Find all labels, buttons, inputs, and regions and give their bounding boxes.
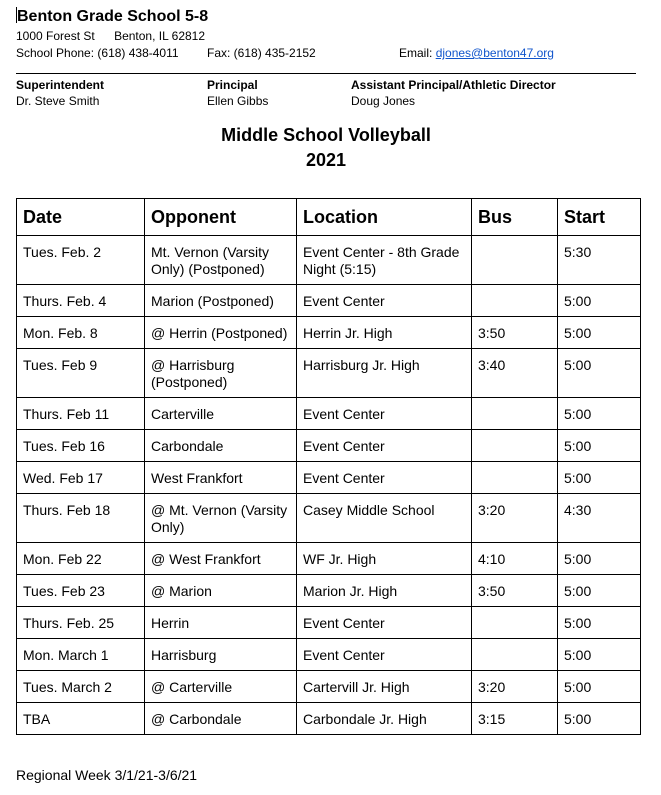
cell-opponent: @ Harrisburg (Postponed) [145,349,297,398]
cell-location: Event Center - 8th Grade Night (5:15) [297,236,472,285]
cell-start: 4:30 [558,494,641,543]
principal-role: Principal [207,78,258,92]
cell-bus: 3:15 [472,703,558,735]
cell-location: Event Center [297,639,472,671]
cell-opponent: @ Mt. Vernon (Varsity Only) [145,494,297,543]
cell-location: Event Center [297,398,472,430]
table-row [17,703,641,735]
cell-bus: 3:50 [472,317,558,349]
table-row [17,236,641,285]
cell-bus [472,398,558,430]
school-name-text: Benton Grade School 5-8 [17,8,209,25]
email-link[interactable]: djones@benton47.org [435,46,554,60]
cell-bus [472,236,558,285]
cell-opponent: @ Carbondale [145,703,297,735]
cell-location: Herrin Jr. High [297,317,472,349]
cell-opponent: @ Carterville [145,671,297,703]
table-row [17,607,641,639]
cell-start: 5:00 [558,703,641,735]
cell-date: Tues. Feb 9 [17,349,145,398]
table-row [17,543,641,575]
cell-start: 5:00 [558,317,641,349]
cell-date: Mon. Feb. 8 [17,317,145,349]
cell-date: Thurs. Feb 18 [17,494,145,543]
schedule-year: 2021 [305,150,347,170]
cell-date: Mon. Feb 22 [17,543,145,575]
cell-opponent: @ West Frankfort [145,543,297,575]
schedule-table [16,198,641,735]
city-state-zip: Benton, IL 62812 [114,29,206,43]
table-header-row [17,199,641,236]
cell-location: Event Center [297,607,472,639]
cell-bus [472,607,558,639]
assistant-principal-name: Doug Jones [351,94,416,108]
cell-location: WF Jr. High [297,543,472,575]
address-line [16,29,205,43]
cell-start: 5:00 [558,543,641,575]
contact-line [16,46,636,60]
table-row [17,398,641,430]
staff-principal [207,78,268,109]
cell-date: Tues. Feb 16 [17,430,145,462]
school-phone: School Phone: (618) 438-4011 [16,46,179,60]
cell-start: 5:30 [558,236,641,285]
cell-date: Tues. March 2 [17,671,145,703]
principal-name: Ellen Gibbs [207,94,269,108]
cell-date: TBA [17,703,145,735]
column-header-date: Date [17,199,145,236]
column-header-location: Location [297,199,472,236]
cell-opponent: @ Herrin (Postponed) [145,317,297,349]
cell-start: 5:00 [558,639,641,671]
cell-opponent: Carbondale [145,430,297,462]
cell-start: 5:00 [558,285,641,317]
table-row [17,349,641,398]
column-header-start: Start [558,199,641,236]
cell-bus [472,462,558,494]
cell-date: Thurs. Feb 11 [17,398,145,430]
cell-date: Wed. Feb 17 [17,462,145,494]
table-row [17,285,641,317]
cell-opponent: Carterville [145,398,297,430]
cell-date: Thurs. Feb. 4 [17,285,145,317]
column-header-bus: Bus [472,199,558,236]
school-name [16,7,208,26]
cell-date: Thurs. Feb. 25 [17,607,145,639]
cell-location: Marion Jr. High [297,575,472,607]
cell-bus: 4:10 [472,543,558,575]
email-contact [399,46,554,60]
cell-start: 5:00 [558,671,641,703]
table-row [17,462,641,494]
cell-start: 5:00 [558,349,641,398]
table-row [17,494,641,543]
column-header-opponent: Opponent [145,199,297,236]
table-row [17,671,641,703]
cell-start: 5:00 [558,462,641,494]
email-label: Email: [399,46,433,60]
cell-opponent: Herrin [145,607,297,639]
cell-location: Event Center [297,285,472,317]
schedule-title: Middle School Volleyball [221,125,431,145]
cell-location: Cartervill Jr. High [297,671,472,703]
cell-bus: 3:40 [472,349,558,398]
cell-date: Tues. Feb. 2 [17,236,145,285]
cell-start: 5:00 [558,430,641,462]
cell-bus: 3:20 [472,494,558,543]
cell-location: Casey Middle School [297,494,472,543]
table-row [17,317,641,349]
staff-superintendent [16,78,104,109]
cell-opponent: Mt. Vernon (Varsity Only) (Postponed) [145,236,297,285]
cell-bus: 3:20 [472,671,558,703]
cell-start: 5:00 [558,398,641,430]
cell-opponent: @ Marion [145,575,297,607]
cell-location: Event Center [297,430,472,462]
cell-bus: 3:50 [472,575,558,607]
cell-location: Carbondale Jr. High [297,703,472,735]
regional-week-note: Regional Week 3/1/21-3/6/21 [16,767,198,783]
staff-assistant-principal [351,78,556,109]
superintendent-role: Superintendent [16,78,105,92]
cell-bus [472,639,558,671]
fax-number: Fax: (618) 435-2152 [207,46,316,60]
assistant-principal-role: Assistant Principal/Athletic Director [351,78,556,92]
street-address: 1000 Forest St [16,29,95,43]
cell-opponent: Harrisburg [145,639,297,671]
table-row [17,430,641,462]
cell-opponent: Marion (Postponed) [145,285,297,317]
table-row [17,639,641,671]
header-divider [16,73,636,74]
cell-location: Harrisburg Jr. High [297,349,472,398]
cell-bus [472,285,558,317]
superintendent-name: Dr. Steve Smith [16,94,100,108]
cell-date: Mon. March 1 [17,639,145,671]
cell-location: Event Center [297,462,472,494]
cell-bus [472,430,558,462]
cell-opponent: West Frankfort [145,462,297,494]
cell-date: Tues. Feb 23 [17,575,145,607]
table-row [17,575,641,607]
schedule-body [17,236,641,735]
cell-start: 5:00 [558,575,641,607]
cell-start: 5:00 [558,607,641,639]
